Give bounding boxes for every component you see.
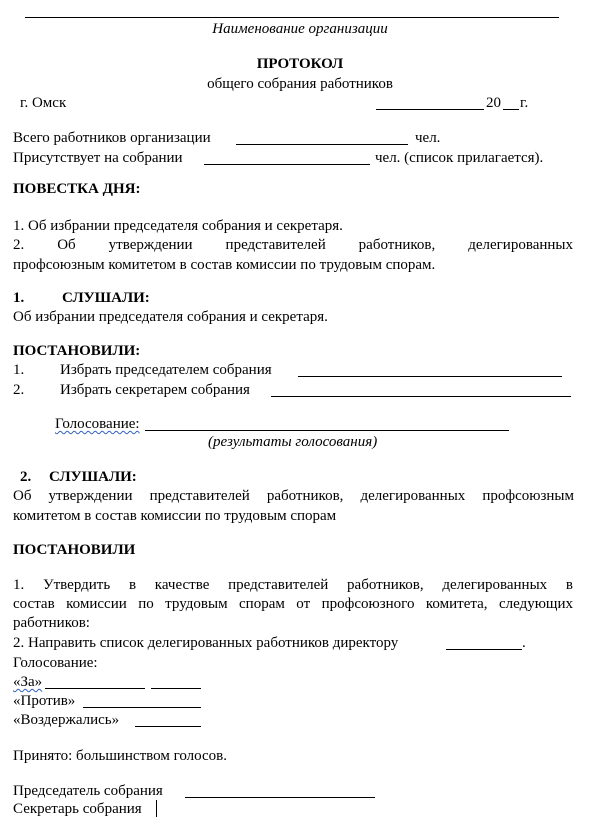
doc-title: ПРОТОКОЛ	[256, 56, 344, 72]
section2-point1-line2: состав комиссии по трудовым спорам от профсоюзного комитета, следующих	[13, 596, 573, 612]
vote-for-label: «За»	[13, 674, 43, 690]
chair-signature-blank	[185, 797, 375, 798]
city: г. Омск	[20, 95, 67, 111]
agenda-item-2-line1: 2. Об утверждении представителей работников, делегированных	[13, 237, 573, 253]
section2-point2: 2. Направить список делегированных работников директору	[13, 635, 399, 651]
top-rule	[25, 17, 559, 18]
section2-voting-label: Голосование:	[13, 655, 98, 671]
chair-signature-label: Председатель собрания	[13, 783, 163, 799]
vote-against-blank	[83, 707, 201, 708]
vote-against-label: «Против»	[13, 693, 76, 709]
agenda-item-1: 1. Об избрании председателя собрания и секретаря.	[13, 218, 343, 234]
doc-subtitle: общего собрания работников	[207, 76, 393, 92]
section2-point1-line1: 1. Утвердить в качестве представителей работников, делегированных в	[13, 577, 573, 593]
section1-heard-text: Об избрании председателя собрания и секретаря.	[13, 309, 328, 325]
section1-voting-label: Голосование:	[55, 416, 140, 432]
org-name: Наименование организации	[212, 21, 388, 37]
date-year: 20	[486, 95, 501, 111]
date-suffix: г.	[520, 95, 529, 111]
section1-decision2-text: Избрать секретарем собрания	[60, 382, 250, 398]
director-blank	[446, 649, 522, 650]
agenda-heading: ПОВЕСТКА ДНЯ:	[13, 181, 141, 197]
total-unit: чел.	[415, 130, 441, 146]
vote-abstain-label: «Воздержались»	[13, 712, 120, 728]
section1-decision2-number: 2.	[13, 382, 25, 398]
section1-number: 1.	[13, 290, 25, 306]
section1-decided-label: ПОСТАНОВИЛИ:	[13, 343, 141, 359]
text-cursor	[156, 800, 157, 817]
secretary-elect-blank	[271, 396, 571, 397]
date-year-blank	[503, 109, 519, 110]
date-blank	[376, 109, 484, 110]
vote-abstain-blank	[135, 726, 201, 727]
present-label: Присутствует на собрании	[13, 150, 183, 166]
result-text: Принято: большинством голосов.	[13, 748, 228, 764]
present-blank	[204, 164, 370, 165]
total-label: Всего работников организации	[13, 130, 211, 146]
section2-point1-line3: работников:	[13, 615, 90, 631]
total-blank	[236, 144, 408, 145]
section2-heard-line2: комитетом в состав комиссии по трудовым спорам	[13, 508, 337, 524]
section2-heard-label: СЛУШАЛИ:	[49, 469, 137, 485]
present-unit: чел. (список прилагается).	[375, 150, 544, 166]
vote-for-blank-1	[45, 688, 145, 689]
agenda-item-2-line2: профсоюзным комитетом в состав комиссии по трудовым спорам.	[13, 257, 436, 273]
chair-elect-blank	[298, 376, 562, 377]
secretary-signature-label: Секретарь собрания	[13, 801, 142, 817]
voting-results-blank	[145, 430, 509, 431]
vote-for-blank-2	[151, 688, 201, 689]
section1-heard-label: СЛУШАЛИ:	[62, 290, 150, 306]
section2-number: 2.	[20, 469, 32, 485]
period: .	[522, 635, 526, 651]
section1-decision1-text: Избрать председателем собрания	[60, 362, 272, 378]
section1-decision1-number: 1.	[13, 362, 25, 378]
voting-results-note: (результаты голосования)	[208, 434, 378, 450]
section2-decided-label: ПОСТАНОВИЛИ	[13, 542, 136, 558]
section2-heard-line1: Об утверждении представителей работников, делегированных профсоюзным	[13, 488, 574, 504]
